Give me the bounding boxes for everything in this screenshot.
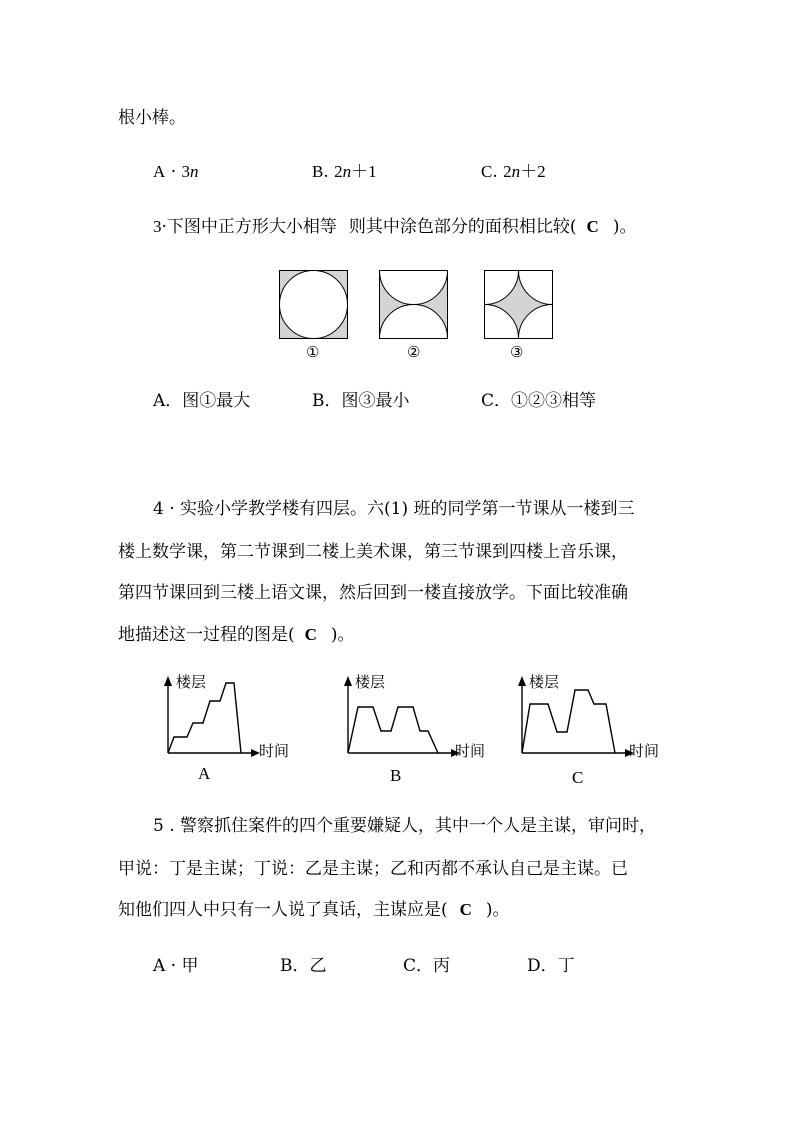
q2-option-b-value: 2 — [334, 162, 343, 181]
graph-a-y-label: 楼层 — [176, 673, 207, 691]
q3-option-a[interactable]: A．图①最大 — [153, 391, 251, 411]
q5-answer: C — [459, 900, 472, 919]
graph-b-line — [348, 707, 438, 753]
graph-c-line — [522, 690, 615, 753]
q5-option-b[interactable]: B．乙 — [280, 956, 327, 976]
q2-option-c-sep: . — [492, 162, 498, 182]
q2-option-b-var: n — [342, 162, 352, 181]
q5-line-2: 甲说：丁是主谋；丁说：乙是主谋；乙和丙都不承认自己是主谋。已 — [118, 859, 628, 879]
q5-line-3-text: 知他们四人中只有一人说了真话，主谋应是( — [118, 900, 448, 920]
q2-option-b-letter: B — [312, 162, 324, 181]
graph-a-line — [168, 683, 241, 753]
figure-3-four-quarter-circles — [484, 270, 554, 340]
q2-option-a-letter: A — [153, 162, 166, 181]
figure-1-circle-in-square — [279, 270, 349, 340]
graph-c-x-label: 时间 — [629, 742, 660, 760]
figure-1-circle — [280, 271, 348, 339]
q4-line-2: 楼上数学课，第二节课到二楼上美术课，第三节课到四楼上音乐课， — [118, 542, 628, 562]
q2-option-c-letter: C — [481, 162, 493, 181]
q5-line-3 — [118, 899, 510, 921]
graph-b-y-arrow — [344, 676, 352, 686]
q5-option-a[interactable]: A · 甲 — [153, 956, 199, 976]
figure-3-label: ③ — [510, 343, 524, 361]
q4-line-4 — [118, 624, 355, 646]
q5-option-c[interactable]: C．丙 — [403, 956, 451, 976]
q2-option-b-tail: ＋1 — [351, 162, 377, 181]
graph-b-x-label: 时间 — [455, 742, 486, 760]
graph-b-y-label: 楼层 — [355, 673, 386, 691]
q3-number: 3 — [153, 217, 162, 236]
figure-1-label: ① — [306, 343, 320, 361]
q2-option-c-tail: ＋2 — [520, 162, 546, 181]
graph-a-y-arrow — [164, 676, 172, 686]
q2-option-c[interactable] — [481, 161, 546, 183]
q3-close: )。 — [612, 217, 637, 237]
q2-option-a[interactable] — [153, 161, 199, 183]
q2-option-a-value: 3 — [181, 162, 190, 181]
graph-a-x-label: 时间 — [259, 742, 290, 760]
q2-option-b-sep: . — [323, 162, 329, 182]
graph-c-name: C — [572, 768, 584, 787]
continuation-text: 根小棒。 — [118, 108, 186, 128]
q4-close: )。 — [330, 625, 355, 645]
graph-a — [160, 676, 260, 756]
q3-option-b[interactable]: B．图③最小 — [312, 391, 410, 411]
q2-option-a-sep: · — [170, 162, 177, 182]
graph-a-name: A — [198, 764, 211, 783]
q5-option-d[interactable]: D．丁 — [527, 956, 575, 976]
q5-line-1: 5 . 警察抓住案件的四个重要嫌疑人，其中一个人是主谋，审问时， — [153, 816, 657, 836]
q4-line-1: 4 · 实验小学教学楼有四层。六(1) 班的同学第一节课从一楼到三 — [153, 499, 635, 519]
q3-question — [153, 216, 636, 238]
q3-answer: C — [586, 217, 599, 236]
q4-line-3: 第四节课回到三楼上语文课，然后回到一楼直接放学。下面比较准确 — [118, 583, 628, 603]
q2-option-b[interactable] — [312, 161, 377, 183]
figure-2-two-semicircles — [379, 270, 449, 340]
graph-c-y-label: 楼层 — [529, 673, 560, 691]
q2-option-a-var: n — [190, 162, 199, 181]
q2-option-c-value: 2 — [503, 162, 512, 181]
graph-c-y-arrow — [518, 676, 526, 686]
figure-2-label: ② — [407, 343, 421, 361]
q4-answer: C — [304, 625, 317, 644]
q3-text-after: 则其中涂色部分的面积相比较( — [348, 217, 577, 237]
graph-b-name: B — [390, 766, 402, 785]
q2-option-c-var: n — [511, 162, 521, 181]
q3-text-before: 下图中正方形大小相等 — [166, 217, 337, 237]
q5-close: )。 — [485, 900, 510, 920]
q4-line-4-text: 地描述这一过程的图是( — [118, 625, 295, 645]
q3-option-c[interactable]: C．①②③相等 — [481, 391, 597, 411]
q3-sep: · — [161, 217, 167, 237]
